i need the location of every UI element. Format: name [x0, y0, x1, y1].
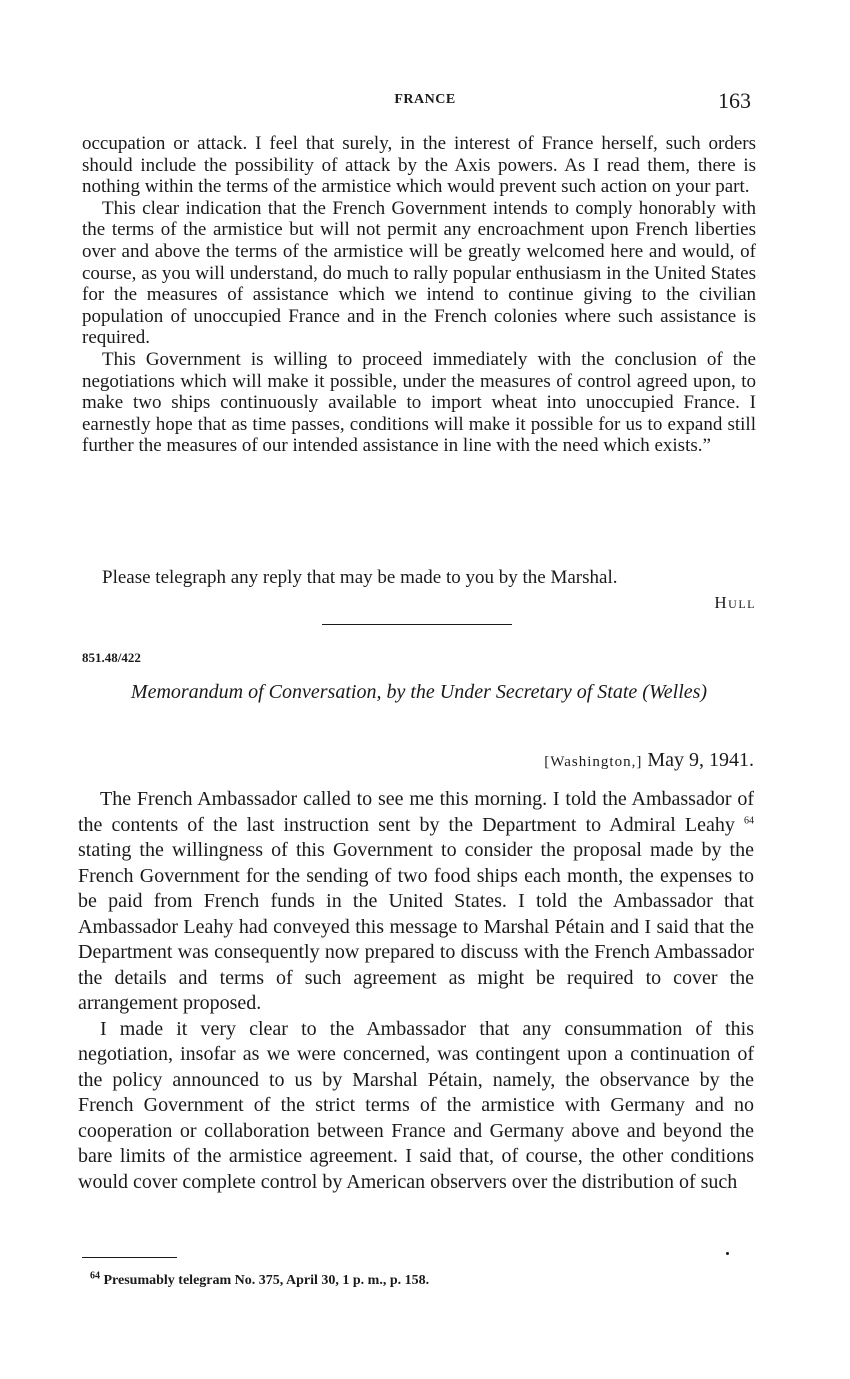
- page-number: 163: [718, 88, 751, 113]
- dateline: [82, 749, 754, 772]
- signature: Hull: [714, 593, 756, 612]
- footnote: [90, 1270, 430, 1289]
- paragraph-text: The French Ambassador called to see me this morning. I told the Ambassador of the contents of the last instruction sent by the Department to Admiral Leahy: [78, 788, 754, 836]
- paragraph: [78, 787, 754, 1017]
- paragraph: This clear indication that the French Government intends to comply honorably with the terms of the armistice but will not permit any encroachment upon French liberties over and above the terms of the armistice will be greatly welcomed here and would, of course, as you will understand, do much to rally popular enthusiasm in the United States for the measures of assistance which we intend to continue giving to the civilian population of unoccupied France and in the French colonies where such assistance is required.: [82, 197, 756, 349]
- continued-text: [82, 133, 756, 457]
- section-divider: [322, 624, 512, 625]
- dateline-place: [Washington,]: [544, 754, 643, 770]
- footnote-text: Presumably telegram No. 375, April 30, 1 p. m., p. 158.: [103, 1273, 430, 1288]
- dateline-date: May 9, 1941.: [647, 749, 754, 771]
- memo-body: [78, 787, 754, 1195]
- memo-title: Memorandum of Conversation, by the Under Secretary of State (Welles): [130, 681, 708, 703]
- footnote-number: 64: [90, 1270, 100, 1282]
- footnote-divider: [82, 1257, 177, 1258]
- footnote-marker[interactable]: 64: [744, 814, 754, 826]
- file-reference: 851.48/422: [82, 650, 141, 665]
- running-head: FRANCE: [394, 92, 456, 107]
- paragraph: occupation or attack. I feel that surely, in the interest of France herself, such orders should include the possibility of attack by the Axis powers. As I read them, there is nothing within the terms of the armistice which would prevent such action on your part.: [82, 133, 756, 198]
- paragraph: I made it very clear to the Ambassador that any consummation of this negotiation, insofar as we were concerned, was contingent upon a continuation of the policy announced to us by Marshal Pétain, namely, the observance by the French Government of the strict terms of the armistice with Germany and no cooperation or collaboration between France and Germany above and beyond the bare limits of the armistice agreement. I said that, of course, the other conditions would cover complete control by American observers over the distribution of such: [78, 1017, 754, 1193]
- paragraph: This Government is willing to proceed immediately with the conclusion of the negotiations which will make it possible, under the measures of control agreed upon, to make two ships continuously available to import wheat into unoccupied France. I earnestly hope that as time passes, conditions will make it possible for us to expand still further the measures of our intended assistance in line with the need which exists.”: [82, 348, 756, 457]
- stray-mark: [726, 1252, 729, 1255]
- paragraph-text: stating the willingness of this Government to consider the proposal made by the French Government for the sending of two food ships each month, the expenses to be paid from French funds in the United States. I told the Ambassador that Ambassador Leahy had conveyed this message to Marshal Pétain and I said that the Department was consequently now prepared to discuss with the French Ambassador the details and terms of such agreement as might be required to cover the arrangement proposed.: [78, 839, 754, 1014]
- reply-request: Please telegraph any reply that may be made to you by the Marshal.: [102, 567, 618, 588]
